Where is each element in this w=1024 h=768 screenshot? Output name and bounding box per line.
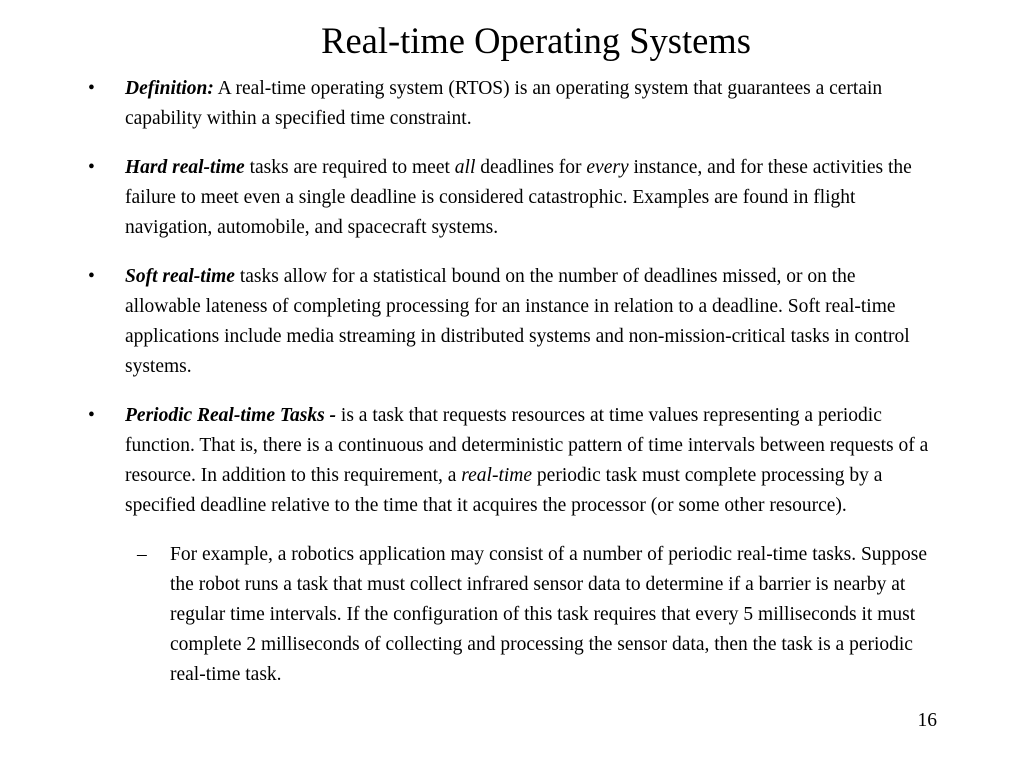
- bullet-periodic-real-time-tasks: [0, 401, 1024, 521]
- hard-real-time-text-1: tasks are required to meet: [244, 157, 455, 178]
- robotics-example-text: For example, a robotics application may consist of a number of periodic real-time tasks. Suppose the robot runs a task that must collect infrared sensor data to determine if a barrier is nearby at regular time intervals. If the configuration of this task requires that every 5 milliseconds it must complete 2 milliseconds of collecting and processing the sensor data, then the task is a periodic real-time task.: [170, 544, 928, 685]
- hard-real-time-text-2: deadlines for: [475, 157, 587, 178]
- periodic-tasks-term: Periodic Real-time Tasks -: [125, 405, 337, 426]
- hard-real-time-emphasis-all: all: [454, 157, 476, 178]
- periodic-tasks-text-2: periodic task must complete processing by a specified deadline relative to the time that it acquires the processor (or some other resource).: [125, 465, 883, 516]
- soft-real-time-term: Soft real-time: [125, 266, 235, 287]
- bullet-marker: •: [88, 405, 95, 426]
- page-number: 16: [917, 710, 937, 731]
- periodic-tasks-emphasis-real-time: real-time: [461, 465, 533, 486]
- bullet-hard-real-time: [0, 153, 1024, 243]
- definition-text: A real-time operating system (RTOS) is an operating system that guarantees a certain capability within a specified time constraint.: [125, 78, 883, 129]
- hard-real-time-emphasis-every: every: [586, 157, 629, 178]
- definition-term: Definition:: [125, 78, 214, 99]
- bullet-definition: [0, 74, 1024, 134]
- slide-content: [0, 74, 1024, 690]
- hard-real-time-text-3: instance, and for these activities the failure to meet even a single deadline is considered catastrophic. Examples are found in flight navigation, automobile, and spacecraft systems.: [125, 157, 912, 238]
- bullet-marker: •: [88, 78, 95, 99]
- bullet-soft-real-time: [0, 262, 1024, 382]
- sub-bullet-robotics-example: [0, 540, 1024, 690]
- bullet-marker: •: [88, 157, 95, 178]
- periodic-tasks-text-1: is a task that requests resources at time values representing a periodic function. That is, there is a continuous and deterministic pattern of time intervals between requests of a resource. In addition to this requirement, a: [125, 405, 929, 486]
- sub-bullet-marker: –: [137, 544, 147, 565]
- hard-real-time-term: Hard real-time: [125, 157, 245, 178]
- bullet-marker: •: [88, 266, 95, 287]
- slide-title: Real-time Operating Systems: [321, 20, 751, 61]
- soft-real-time-text: tasks allow for a statistical bound on the number of deadlines missed, or on the allowable lateness of completing processing for an instance in relation to a deadline. Soft real-time applications include media streaming in distributed systems and non-mission-critical tasks in control systems.: [125, 266, 910, 377]
